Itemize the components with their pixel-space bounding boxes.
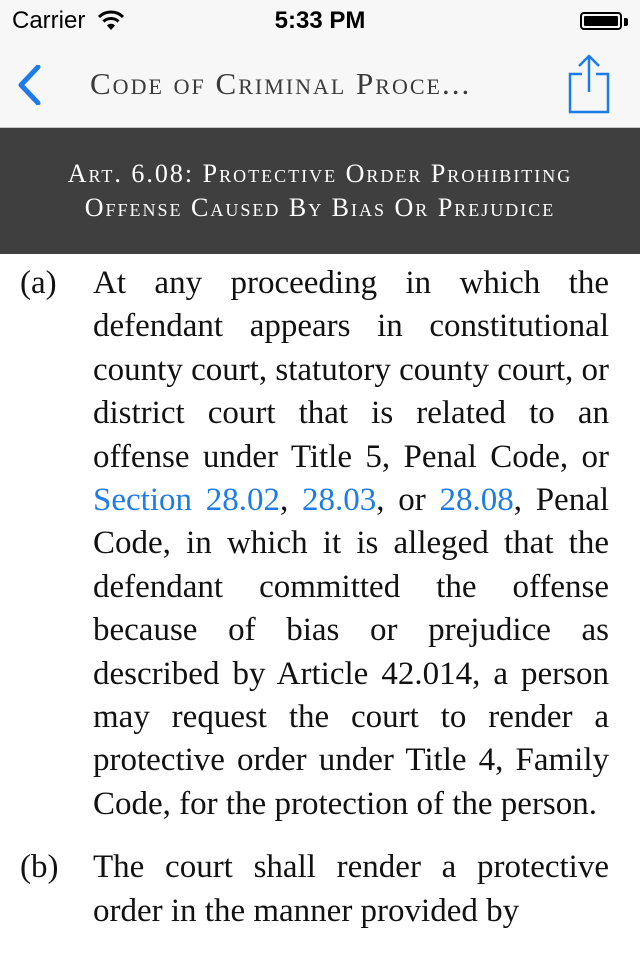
back-button[interactable] (10, 54, 60, 114)
share-icon (560, 52, 618, 116)
article-title-line: Offense Caused By Bias Or Prejudice (84, 193, 556, 222)
section-link[interactable]: Section 28.02 (93, 482, 280, 519)
text-segment: , or (376, 482, 440, 519)
section-link[interactable]: 28.08 (439, 482, 514, 519)
chevron-left-icon (16, 65, 42, 105)
text-segment: , (279, 482, 302, 519)
text-segment: At any proceeding in which the defendant appears in constitutional county court, statutory county court, or district court that is related to an offense under Title 5, Penal Code, or (93, 265, 609, 475)
article-body (0, 262, 640, 953)
article-header (0, 128, 640, 254)
battery-icon (580, 12, 628, 32)
article-title-line: Art. 6.08: Protective Order Prohibiting (67, 159, 573, 188)
carrier-label: Carrier (12, 7, 86, 34)
paragraph-text: The court shall render a protective order in the manner provided by (93, 849, 609, 929)
page-title: Code of Criminal Proce... (90, 66, 472, 101)
share-button[interactable] (560, 52, 618, 116)
clock: 5:33 PM (274, 7, 366, 34)
paragraph-label: (a) (20, 265, 57, 301)
status-bar (0, 0, 640, 40)
paragraph (0, 262, 640, 826)
section-link[interactable]: 28.03 (301, 482, 377, 519)
paragraph-text (93, 262, 609, 826)
paragraph (0, 846, 640, 933)
paragraph-label: (b) (20, 849, 59, 886)
navigation-bar (0, 40, 640, 128)
text-segment: , Penal Code, in which it is alleged that the defendant committed the offense because of bias or prejudice as described by Article 42.014, a person may request the court to render a protective order under Title 4, Family Code, for the protection of the person. (93, 482, 610, 822)
